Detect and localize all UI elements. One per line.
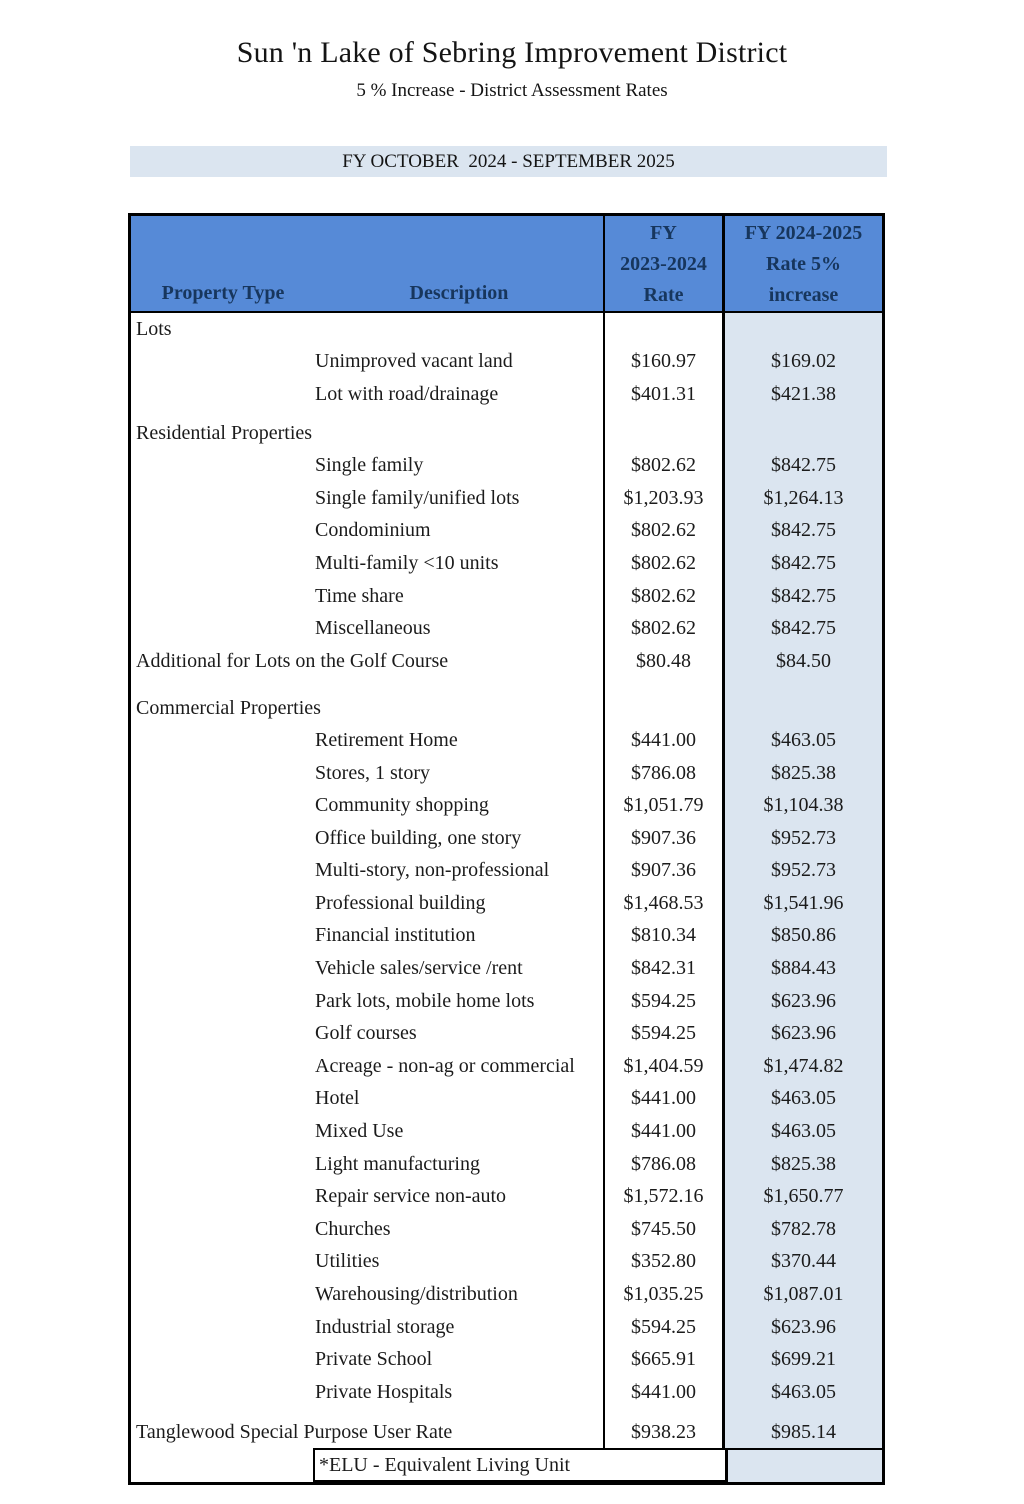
rate-2023-2024-cell: $786.08 <box>603 1148 722 1181</box>
row-description: Golf courses <box>315 1022 417 1045</box>
rate-2023-2024-cell: $1,404.59 <box>603 1050 722 1083</box>
table-row <box>131 1148 882 1181</box>
row-description: Light manufacturing <box>315 1152 480 1175</box>
table-row <box>131 1246 882 1279</box>
table-row <box>131 1311 882 1344</box>
rate-2024-2025-cell: $1,264.13 <box>722 482 882 515</box>
row-description: Single family/unified lots <box>315 486 520 509</box>
header-line: FY 2024-2025 <box>744 222 863 244</box>
rate-2023-2024-cell: $802.62 <box>603 580 722 613</box>
row-description: Private Hospitals <box>315 1380 453 1403</box>
header-line: increase <box>768 284 839 306</box>
table-row <box>131 1213 882 1246</box>
table-row <box>131 822 882 855</box>
row-description: Vehicle sales/service /rent <box>315 957 523 980</box>
row-description: Stores, 1 story <box>315 761 430 784</box>
footer-spacer-cell <box>131 1448 313 1482</box>
fiscal-year-banner: FY OCTOBER 2024 - SEPTEMBER 2025 <box>130 146 887 177</box>
rate-2024-2025-cell <box>722 411 882 450</box>
table-row <box>131 678 882 725</box>
rate-2024-2025-cell: $623.96 <box>722 1017 882 1050</box>
rate-2024-2025-cell: $1,650.77 <box>722 1180 882 1213</box>
rate-2024-2025-cell: $623.96 <box>722 985 882 1018</box>
rate-2024-2025-cell: $842.75 <box>722 580 882 613</box>
table-row <box>131 985 882 1018</box>
table-row <box>131 855 882 888</box>
rate-2023-2024-cell: $1,468.53 <box>603 887 722 920</box>
rate-2023-2024-cell: $594.25 <box>603 985 722 1018</box>
row-description: Miscellaneous <box>315 617 431 640</box>
row-description: Churches <box>315 1217 391 1240</box>
rate-2024-2025-cell <box>722 678 882 725</box>
rate-2023-2024-cell: $1,035.25 <box>603 1278 722 1311</box>
rate-2024-2025-cell: $985.14 <box>722 1409 882 1449</box>
row-description: Park lots, mobile home lots <box>315 989 535 1012</box>
table-row <box>131 1115 882 1148</box>
rate-2023-2024-cell: $594.25 <box>603 1311 722 1344</box>
elu-footnote: *ELU - Equivalent Living Unit <box>313 1448 725 1482</box>
rate-2023-2024-cell: $441.00 <box>603 1083 722 1116</box>
column-header-fy-2024-2025-increase <box>722 216 882 311</box>
table-body <box>131 313 882 1448</box>
rate-2023-2024-cell <box>603 411 722 450</box>
row-description: Retirement Home <box>315 728 458 751</box>
rate-2023-2024-cell: $802.62 <box>603 547 722 580</box>
page-subtitle: 5 % Increase - District Assessment Rates <box>356 80 668 101</box>
row-description: Community shopping <box>315 794 489 817</box>
rate-2023-2024-cell: $1,572.16 <box>603 1180 722 1213</box>
header-line: FY <box>650 222 677 244</box>
row-description: Unimproved vacant land <box>315 350 513 373</box>
header-line: 2023-2024 <box>620 253 707 275</box>
table-row <box>131 1409 882 1449</box>
row-description: Financial institution <box>315 924 476 947</box>
rate-2024-2025-cell: $884.43 <box>722 952 882 985</box>
rate-2023-2024-cell: $907.36 <box>603 822 722 855</box>
row-description: Lot with road/drainage <box>315 382 499 405</box>
table-row <box>131 1083 882 1116</box>
row-description: Professional building <box>315 891 486 914</box>
table-row <box>131 952 882 985</box>
rate-2023-2024-cell: $745.50 <box>603 1213 722 1246</box>
page-title: Sun 'n Lake of Sebring Improvement District <box>236 36 788 69</box>
row-label: Residential Properties <box>136 422 313 445</box>
table-row <box>131 1017 882 1050</box>
table-row <box>131 724 882 757</box>
table-row <box>131 378 882 411</box>
row-description: Multi-family <10 units <box>315 551 499 574</box>
table-row <box>131 920 882 953</box>
table-row <box>131 1376 882 1409</box>
row-description: Hotel <box>315 1087 360 1110</box>
header-cell-property-description <box>131 216 603 311</box>
table-row <box>131 346 882 379</box>
column-header-fy-2023-2024-rate <box>603 216 722 311</box>
table-row <box>131 1343 882 1376</box>
rate-2024-2025-cell: $169.02 <box>722 346 882 379</box>
rate-2023-2024-cell: $802.62 <box>603 515 722 548</box>
rate-2024-2025-cell: $842.75 <box>722 515 882 548</box>
header-line: Rate <box>643 284 684 306</box>
rate-2023-2024-cell <box>603 678 722 725</box>
row-description: Acreage - non-ag or commercial <box>315 1054 575 1077</box>
row-description: Time share <box>315 584 404 607</box>
table-row <box>131 757 882 790</box>
table-row <box>131 612 882 645</box>
rate-2024-2025-cell: $842.75 <box>722 612 882 645</box>
table-row <box>131 645 882 678</box>
rate-2023-2024-cell: $842.31 <box>603 952 722 985</box>
rate-2024-2025-cell: $463.05 <box>722 1376 882 1409</box>
row-label: Tanglewood Special Purpose User Rate <box>136 1421 453 1444</box>
row-label: Additional for Lots on the Golf Course <box>136 649 449 672</box>
row-description: Warehousing/distribution <box>315 1283 518 1306</box>
rate-2024-2025-cell: $825.38 <box>722 1148 882 1181</box>
row-label: Commercial Properties <box>136 697 321 720</box>
rate-2023-2024-cell: $786.08 <box>603 757 722 790</box>
row-description: Office building, one story <box>315 826 522 849</box>
row-description: Repair service non-auto <box>315 1185 507 1208</box>
table-row <box>131 789 882 822</box>
table-row <box>131 1180 882 1213</box>
rate-2024-2025-cell: $463.05 <box>722 1115 882 1148</box>
rate-2023-2024-cell: $352.80 <box>603 1246 722 1279</box>
table-row <box>131 547 882 580</box>
rate-2024-2025-cell: $84.50 <box>722 645 882 678</box>
rate-2023-2024-cell: $907.36 <box>603 855 722 888</box>
row-description: Mixed Use <box>315 1120 404 1143</box>
table-row <box>131 482 882 515</box>
row-label: Lots <box>136 317 172 340</box>
assessment-rates-table <box>128 213 885 1485</box>
rate-2024-2025-cell: $463.05 <box>722 724 882 757</box>
rate-2024-2025-cell: $825.38 <box>722 757 882 790</box>
rate-2024-2025-cell: $782.78 <box>722 1213 882 1246</box>
rate-2023-2024-cell: $594.25 <box>603 1017 722 1050</box>
rate-2024-2025-cell: $699.21 <box>722 1343 882 1376</box>
row-description: Utilities <box>315 1250 380 1273</box>
table-row <box>131 411 882 450</box>
rate-2023-2024-cell: $401.31 <box>603 378 722 411</box>
rate-2023-2024-cell: $665.91 <box>603 1343 722 1376</box>
rate-2024-2025-cell: $850.86 <box>722 920 882 953</box>
table-header-row <box>131 216 882 313</box>
column-header-property-type: Property Type <box>161 282 285 304</box>
rate-2024-2025-cell: $1,104.38 <box>722 789 882 822</box>
rate-2024-2025-cell: $1,541.96 <box>722 887 882 920</box>
row-description: Condominium <box>315 519 431 542</box>
rate-2024-2025-cell: $1,087.01 <box>722 1278 882 1311</box>
rate-2023-2024-cell: $160.97 <box>603 346 722 379</box>
rate-2023-2024-cell: $938.23 <box>603 1409 722 1449</box>
rate-2024-2025-cell: $952.73 <box>722 822 882 855</box>
rate-2024-2025-cell: $370.44 <box>722 1246 882 1279</box>
row-description: Single family <box>315 454 424 477</box>
rate-2023-2024-cell: $810.34 <box>603 920 722 953</box>
rate-2023-2024-cell <box>603 313 722 346</box>
table-row <box>131 1050 882 1083</box>
column-header-description: Description <box>409 282 509 304</box>
rate-2023-2024-cell: $441.00 <box>603 1376 722 1409</box>
rate-2023-2024-cell: $1,203.93 <box>603 482 722 515</box>
row-description: Industrial storage <box>315 1315 455 1338</box>
rate-2024-2025-cell: $421.38 <box>722 378 882 411</box>
rate-2024-2025-cell: $463.05 <box>722 1083 882 1116</box>
rate-2023-2024-cell: $80.48 <box>603 645 722 678</box>
rate-2024-2025-cell: $623.96 <box>722 1311 882 1344</box>
rate-2024-2025-cell: $1,474.82 <box>722 1050 882 1083</box>
row-description: Private School <box>315 1348 433 1371</box>
rate-2023-2024-cell: $441.00 <box>603 724 722 757</box>
rate-2023-2024-cell: $1,051.79 <box>603 789 722 822</box>
rate-2024-2025-cell: $952.73 <box>722 855 882 888</box>
table-row <box>131 449 882 482</box>
table-row <box>131 1278 882 1311</box>
rate-2024-2025-cell: $842.75 <box>722 449 882 482</box>
rate-2024-2025-cell <box>722 313 882 346</box>
table-row <box>131 313 882 346</box>
rate-2023-2024-cell: $802.62 <box>603 449 722 482</box>
header-line: Rate 5% <box>766 253 841 275</box>
table-row <box>131 580 882 613</box>
rate-2023-2024-cell: $802.62 <box>603 612 722 645</box>
table-row <box>131 515 882 548</box>
row-description: Multi-story, non-professional <box>315 859 550 882</box>
rate-2024-2025-cell: $842.75 <box>722 547 882 580</box>
footer-blue-cell <box>725 1448 882 1482</box>
table-row <box>131 887 882 920</box>
rate-2023-2024-cell: $441.00 <box>603 1115 722 1148</box>
table-footer-row <box>131 1448 882 1482</box>
